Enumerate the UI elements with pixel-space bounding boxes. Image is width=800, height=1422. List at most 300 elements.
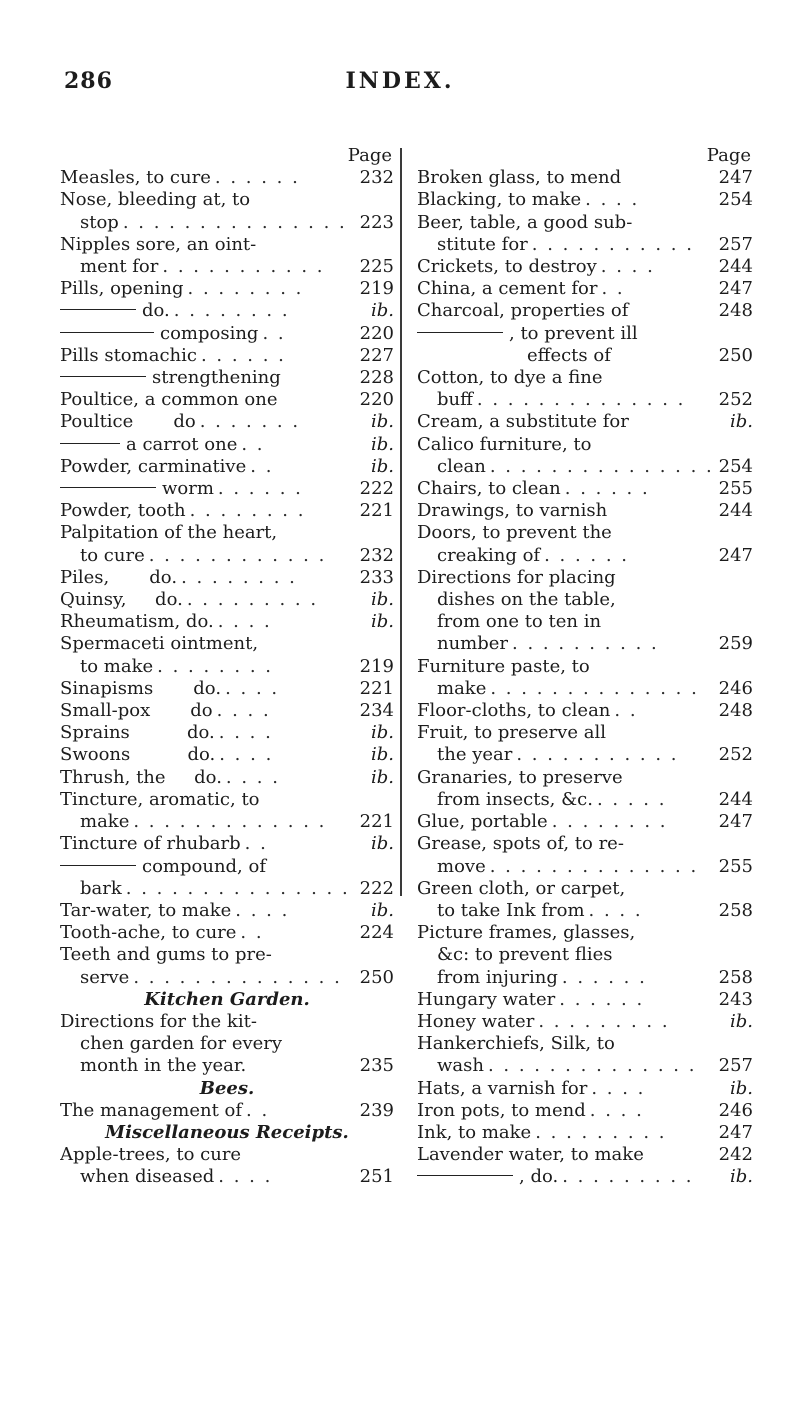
entry-text: wash (437, 1055, 484, 1077)
index-entry-line (417, 545, 753, 567)
entry-text: Lavender water, to make (417, 1144, 644, 1166)
index-entry-line (60, 744, 394, 766)
entry-text: Picture frames, glasses, (417, 922, 636, 944)
leader-dots: . . (244, 833, 268, 855)
entry-text: Hungary water (417, 988, 556, 1010)
page-reference: 247 (718, 278, 753, 300)
index-entry-line (417, 744, 753, 766)
right-index-column (417, 145, 753, 1189)
entry-text: Rheumatism, do. (60, 611, 214, 633)
entry-text: Directions for placing (417, 566, 616, 588)
index-entry-line (60, 967, 394, 989)
leader-dots: . . (614, 700, 638, 722)
page-reference: 244 (718, 256, 753, 278)
entry-text: Green cloth, or carpet, (417, 877, 626, 899)
page-reference: 252 (718, 389, 753, 411)
leader-dots: . . . . . . . . . (562, 1166, 694, 1188)
entry-text: Blacking, to make (417, 189, 582, 211)
entry-text: Charcoal, properties of (417, 300, 629, 322)
entry-text: buff (437, 389, 473, 411)
leader-dots: . . . . . . . . (187, 278, 304, 300)
page-reference: 221 (359, 500, 394, 522)
entry-text: Beer, table, a good sub- (417, 211, 633, 233)
page-reference: 259 (718, 633, 753, 655)
ditto-rule (60, 376, 146, 377)
leader-dots: . . (250, 455, 274, 477)
leader-dots: . . . . . . . . . . . (531, 233, 694, 255)
entry-text: Quinsy, do. (60, 589, 183, 611)
page-reference: 258 (718, 966, 753, 988)
index-entry-line (60, 456, 394, 478)
page-reference: 246 (718, 1099, 753, 1121)
page-reference: 248 (718, 700, 753, 722)
index-entry-line (417, 856, 753, 878)
page-reference: 247 (718, 544, 753, 566)
index-entry-line (60, 789, 394, 811)
entry-text: Nose, bleeding at, to (60, 189, 251, 211)
leader-dots: . . . . . . (559, 988, 645, 1010)
page-reference: 221 (359, 811, 394, 833)
leader-dots: . . . . . . . . . . . (162, 256, 325, 278)
entry-text: stitute for (437, 233, 528, 255)
index-entry-line (417, 323, 753, 345)
leader-dots: . . . . . . . . . . . . (148, 544, 327, 566)
index-entry-line (417, 656, 753, 678)
index-entry-line (417, 922, 753, 944)
page-reference: ib. (370, 455, 394, 477)
entry-text: Granaries, to preserve (417, 766, 623, 788)
leader-dots: . . . . (588, 899, 643, 921)
entry-text: the year (437, 744, 513, 766)
entry-text: Measles, to cure (60, 167, 211, 189)
index-entry-line (60, 856, 394, 878)
leader-dots: . . (240, 922, 264, 944)
index-entry-line (60, 1033, 394, 1055)
leader-dots: . . (262, 322, 286, 344)
page-reference: 232 (359, 167, 394, 189)
index-entry-line (417, 878, 753, 900)
index-entry-line (60, 167, 394, 189)
index-entry-line (417, 989, 753, 1011)
entry-text: Tooth-ache, to cure (60, 922, 237, 944)
page-reference: 219 (359, 655, 394, 677)
index-entry-line (60, 922, 394, 944)
ditto-rule (60, 443, 120, 444)
entry-text: stop (80, 211, 119, 233)
leader-dots: . . . . . . . . . . . . . . (489, 855, 699, 877)
entry-text: make (80, 811, 130, 833)
index-entry-line (417, 611, 753, 633)
page-reference: 219 (359, 278, 394, 300)
index-entry-line (417, 1033, 753, 1055)
section-heading: Bees. (199, 1077, 255, 1099)
entry-text: Teeth and gums to pre- (60, 944, 272, 966)
entry-text: Nipples sore, an oint- (60, 233, 257, 255)
index-entry-line (417, 1055, 753, 1077)
index-entry-line (417, 367, 753, 389)
page-reference: 227 (359, 344, 394, 366)
page-reference: 255 (718, 855, 753, 877)
page-reference: ib. (729, 1166, 753, 1188)
leader-dots: . . . . . . . . . . . . . . . (125, 877, 350, 899)
entry-text: Glue, portable (417, 811, 548, 833)
entry-text: Honey water (417, 1010, 535, 1032)
entry-text: Cotton, to dye a fine (417, 367, 603, 389)
entry-text: The management of (60, 1099, 243, 1121)
index-entry-line (417, 678, 753, 700)
index-entry-line (60, 700, 394, 722)
entry-text: to take Ink from (437, 899, 585, 921)
page-reference: 244 (718, 788, 753, 810)
leader-dots: . . . . . . . . . . . . . . (133, 966, 342, 988)
page-reference: 220 (359, 322, 394, 344)
ditto-rule (60, 487, 156, 488)
entry-text: Sinapisms do. (60, 677, 222, 699)
entry-text: Poultice, a common one (60, 389, 278, 411)
page-reference: ib. (370, 589, 394, 611)
index-entry-line (417, 500, 753, 522)
entry-text: number (437, 633, 509, 655)
page-reference: 221 (359, 677, 394, 699)
index-entry-line (417, 212, 753, 234)
leader-dots: . . . . . . (200, 344, 286, 366)
index-entry-line (60, 811, 394, 833)
leader-dots: . . . . . . (217, 478, 303, 500)
entry-text: Cream, a substitute for (417, 411, 629, 433)
column-divider (400, 148, 402, 896)
page-reference: ib. (370, 411, 394, 433)
page-reference: 257 (718, 1055, 753, 1077)
index-entry-line (60, 656, 394, 678)
section-heading: Miscellaneous Receipts. (105, 1121, 349, 1143)
index-entry-line (417, 1166, 753, 1188)
leader-dots: . . . . . . . . (173, 300, 290, 322)
entry-text: Hankerchiefs, Silk, to (417, 1033, 615, 1055)
index-entry-line (60, 300, 394, 322)
entry-text: China, a cement for (417, 278, 598, 300)
index-entry-line (60, 900, 394, 922)
entry-text: Hats, a varnish for (417, 1077, 588, 1099)
page-reference: 228 (359, 367, 394, 389)
index-entry-line (60, 1055, 394, 1077)
leader-dots: . . . . (235, 899, 290, 921)
entry-text: a carrot one (126, 433, 238, 455)
index-entry-line (60, 256, 394, 278)
index-entry-line (417, 1144, 753, 1166)
index-entry-line (417, 967, 753, 989)
page-reference: 250 (718, 344, 753, 366)
leader-dots: . . . . . . . . . . . . . . (490, 677, 699, 699)
index-entry-line (417, 811, 753, 833)
entry-text: Doors, to prevent the (417, 522, 612, 544)
entry-text: , do. (519, 1166, 559, 1188)
index-entry-line (60, 1166, 394, 1188)
index-entry-line (417, 256, 753, 278)
index-entry-line (60, 212, 394, 234)
entry-text: Tincture, aromatic, to (60, 788, 260, 810)
leader-dots: . . . . . . . . . . (512, 633, 659, 655)
leader-dots: . . . . . . (544, 544, 630, 566)
leader-dots: . . (601, 278, 625, 300)
entry-text: from insects, &c. (437, 788, 593, 810)
page-reference: 251 (359, 1166, 394, 1188)
leader-dots: . . . . . . . . (181, 566, 297, 588)
entry-text: Furniture paste, to (417, 655, 590, 677)
index-entry-line (417, 1100, 753, 1122)
leader-dots: . . . . . (596, 788, 667, 810)
index-entry-line (60, 833, 394, 855)
index-entry-line (60, 367, 394, 389)
page-reference: 248 (718, 300, 753, 322)
index-entry-line (417, 722, 753, 744)
entry-text: from one to ten in (437, 611, 602, 633)
page-reference: 246 (718, 677, 753, 699)
ditto-rule (417, 1175, 513, 1176)
entry-text: Piles, do. (60, 566, 178, 588)
index-entry-line (60, 234, 394, 256)
entry-text: Swoons do. (60, 744, 216, 766)
index-entry-line (60, 500, 394, 522)
leader-dots: . . . . (591, 1077, 646, 1099)
entry-text: Fruit, to preserve all (417, 722, 606, 744)
index-entry-line (417, 700, 753, 722)
entry-text: ment for (80, 256, 159, 278)
entry-text: Iron pots, to mend (417, 1099, 586, 1121)
index-entry-line (60, 567, 394, 589)
page-reference: 225 (359, 256, 394, 278)
index-entry-line (417, 1078, 753, 1100)
entry-text: Calico furniture, to (417, 433, 592, 455)
entry-text: Crickets, to destroy (417, 256, 597, 278)
index-entry-line (417, 789, 753, 811)
leader-dots: . . . . . . (564, 478, 650, 500)
page-reference: 220 (359, 389, 394, 411)
entry-text: make (437, 677, 487, 699)
page-reference: ib. (370, 722, 394, 744)
entry-text: Spermaceti ointment, (60, 633, 259, 655)
leader-dots: . . . . (225, 766, 280, 788)
entry-text: Poultice do (60, 411, 196, 433)
leader-dots: . . . . . . . . . (535, 1121, 667, 1143)
leader-dots: . . . . (218, 722, 273, 744)
leader-dots: . . (241, 433, 265, 455)
page-reference: 233 (359, 566, 394, 588)
index-entry-line (417, 567, 753, 589)
leader-dots: . . . . (589, 1099, 644, 1121)
entry-text: Sprains do. (60, 722, 215, 744)
leader-dots: . . . . . . . . . . . . . . . (489, 455, 714, 477)
index-entry-line (417, 1122, 753, 1144)
entry-text: to make (80, 655, 154, 677)
index-entry-line (60, 767, 394, 789)
index-entry-line (417, 1011, 753, 1033)
leader-dots: . . . . (225, 677, 280, 699)
index-entry-line (417, 411, 753, 433)
index-entry-line (417, 278, 753, 300)
leader-dots: . . . . . . (214, 167, 300, 189)
leader-dots: . . . . . . . . . . . . . . (487, 1055, 697, 1077)
entry-text: Drawings, to varnish (417, 500, 608, 522)
entry-text: creaking of (437, 544, 541, 566)
entry-text: Powder, carminative (60, 455, 247, 477)
entry-text: clean (437, 455, 486, 477)
entry-text: Grease, spots of, to re- (417, 833, 624, 855)
index-entry-line (417, 944, 753, 966)
ditto-rule (417, 332, 503, 333)
page-reference: 247 (718, 811, 753, 833)
page-reference: 243 (718, 988, 753, 1010)
page-reference: ib. (370, 300, 394, 322)
page-reference: 258 (718, 899, 753, 921)
entry-text: effects of (527, 344, 611, 366)
page-reference: ib. (370, 899, 394, 921)
leader-dots: . . . . . . . . (189, 500, 306, 522)
entry-text: Directions for the kit- (60, 1010, 257, 1032)
index-entry-line (60, 522, 394, 544)
page-reference: 232 (359, 544, 394, 566)
page-column-heading: Page (347, 145, 392, 166)
page-reference: 255 (718, 478, 753, 500)
entry-text: move (437, 855, 486, 877)
index-entry-line (417, 456, 753, 478)
leader-dots: . . . . (218, 1166, 273, 1188)
leader-dots: . . . . . . (561, 966, 647, 988)
entry-text: Pills, opening (60, 278, 184, 300)
index-entry-line (417, 833, 753, 855)
entry-text: Powder, tooth (60, 500, 186, 522)
leader-dots: . . . . . . . . . (538, 1010, 670, 1032)
entry-text: bark (80, 877, 122, 899)
entry-text: strengthening (152, 367, 281, 389)
entry-text: Broken glass, to mend (417, 167, 622, 189)
entry-text: &c: to prevent flies (437, 944, 613, 966)
index-entry-line (60, 323, 394, 345)
leader-dots: . . . . (600, 256, 655, 278)
page-reference: 234 (359, 700, 394, 722)
index-entry-line (60, 1011, 394, 1033)
page-reference: ib. (370, 433, 394, 455)
leader-dots: . . . . . . . . . (186, 589, 319, 611)
entry-text: from injuring (437, 966, 558, 988)
left-index-column (60, 145, 394, 1189)
page-reference: 224 (359, 922, 394, 944)
page-reference: ib. (370, 611, 394, 633)
index-entry-line (60, 878, 394, 900)
ditto-rule (60, 865, 136, 866)
leader-dots: . . . . . . . . . . . . . (133, 811, 327, 833)
entry-text: Small-pox do (60, 700, 213, 722)
index-entry-line (417, 633, 753, 655)
page-reference: 222 (359, 478, 394, 500)
page-reference: 247 (718, 167, 753, 189)
leader-dots: . . . . . . . . . . . . . . (476, 389, 686, 411)
entry-text: Ink, to make (417, 1121, 532, 1143)
entry-text: Floor-cloths, to clean (417, 700, 611, 722)
entry-text: composing (160, 322, 259, 344)
index-entry-line (417, 167, 753, 189)
leader-dots: . . . . . . . . (551, 811, 668, 833)
page-reference: 257 (718, 233, 753, 255)
page-reference: ib. (370, 766, 394, 788)
index-entry-line (60, 345, 394, 367)
index-entry-line (60, 434, 394, 456)
page-reference: 239 (359, 1099, 394, 1121)
page-column-heading: Page (706, 145, 751, 166)
page-reference: 242 (718, 1144, 753, 1166)
index-entry-line (60, 944, 394, 966)
page-reference: 254 (718, 455, 753, 477)
page-reference: 250 (359, 966, 394, 988)
index-entry-line (417, 189, 753, 211)
entry-text: serve (80, 966, 130, 988)
leader-dots: . . . . (585, 189, 640, 211)
page-reference: 254 (718, 189, 753, 211)
entry-text: Tar-water, to make (60, 899, 232, 921)
index-entry-line (60, 278, 394, 300)
entry-text: chen garden for every (80, 1033, 283, 1055)
leader-dots: . . . . . . . . . . . (516, 744, 679, 766)
leader-dots: . . . . (216, 700, 271, 722)
page-reference: 247 (718, 1121, 753, 1143)
entry-text: Palpitation of the heart, (60, 522, 278, 544)
page-reference: 235 (359, 1055, 394, 1077)
leader-dots: . . . . . . . . . . . . . . . (122, 211, 347, 233)
page-reference: ib. (370, 744, 394, 766)
index-entry-line (417, 389, 753, 411)
entry-text: Pills stomachic (60, 344, 197, 366)
entry-text: when diseased (80, 1166, 215, 1188)
index-entry-line (417, 345, 753, 367)
index-entry-line (60, 1144, 394, 1166)
entry-text: Tincture of rhubarb (60, 833, 241, 855)
index-entry-line (60, 1100, 394, 1122)
section-heading: Kitchen Garden. (144, 988, 310, 1010)
leader-dots: . . . . . . . (199, 411, 301, 433)
index-entry-line (60, 411, 394, 433)
ditto-rule (60, 309, 136, 310)
entry-text: dishes on the table, (437, 589, 616, 611)
index-entry-line (60, 722, 394, 744)
leader-dots: . . . . (217, 611, 272, 633)
page-number: 286 (64, 68, 113, 94)
entry-text: compound, of (142, 855, 266, 877)
index-entry-line (417, 234, 753, 256)
index-entry-line (417, 522, 753, 544)
index-entry-line (60, 633, 394, 655)
page-reference: ib. (729, 1010, 753, 1032)
index-entry-line (60, 389, 394, 411)
entry-text: Chairs, to clean (417, 478, 561, 500)
leader-dots: . . . . (219, 744, 274, 766)
index-entry-line (60, 611, 394, 633)
page-reference: 252 (718, 744, 753, 766)
page-reference: 222 (359, 877, 394, 899)
page-reference: ib. (729, 411, 753, 433)
entry-text: , to prevent ill (509, 322, 638, 344)
leader-dots: . . . . . . . . (157, 655, 273, 677)
index-entry-line (417, 434, 753, 456)
page-reference: 244 (718, 500, 753, 522)
index-entry-line (60, 545, 394, 567)
leader-dots: . . (246, 1099, 270, 1121)
index-entry-line (417, 589, 753, 611)
index-entry-line (60, 189, 394, 211)
index-entry-line (60, 678, 394, 700)
page-reference: ib. (370, 833, 394, 855)
entry-text: to cure (80, 544, 145, 566)
index-entry-line (417, 478, 753, 500)
entry-text: worm (162, 478, 214, 500)
